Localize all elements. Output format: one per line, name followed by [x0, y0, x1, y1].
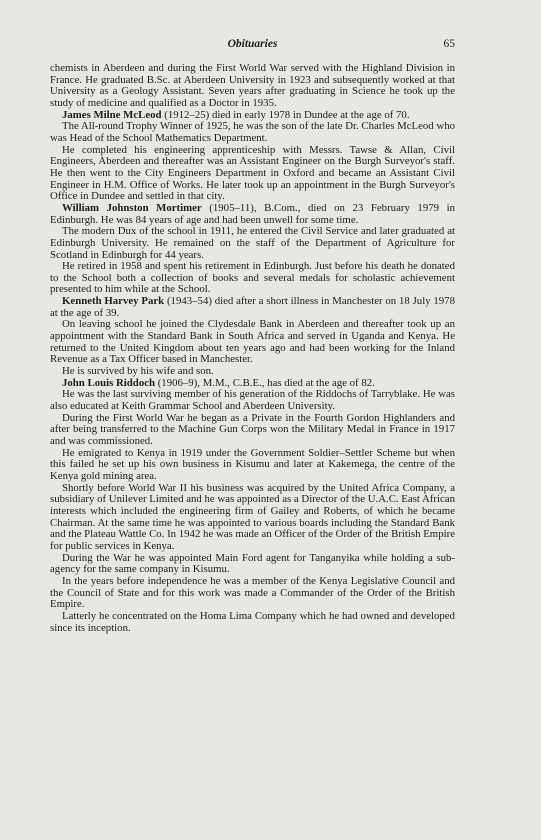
paragraph: Latterly he concentrated on the Homa Lima Company which he had owned and developed since its inception. — [50, 609, 455, 634]
paragraph: Shortly before World War II his business was acquired by the United Africa Company, a subsidiary of Unilever Limited and he was appointed as a Director of the U.A.C. East African interests which included the engineering firm of Gailey and Roberts, of which he became Chairman. At the same time he was appointed to various boards including the Standard Bank and the Plateau Wattle Co. In 1942 he was made an Officer of the Order of the British Empire for public services in Kenya. — [50, 481, 455, 552]
paragraph: He completed his engineering apprenticeship with Messrs. Tawse & Allan, Civil Engineers, Aberdeen and thereafter was an Assistant Engineer on the Burgh Surveyor's staff. He then went to the City Engineers Department in Oxford and became an Assistant Civil Engineer in H.M. Office of Works. He later took up an appointment in the Burgh Surveyor's Office in Dundee and settled in that city. — [50, 143, 455, 203]
paragraph: He is survived by his wife and son. — [62, 365, 214, 378]
person-name: James Milne McLeod — [62, 108, 162, 121]
paragraph: He retired in 1958 and spent his retirement in Edinburgh. Just before his death he donated to the School both a collection of books and several medals for scholastic achievement presented to him while at the School. — [50, 260, 455, 296]
paragraph: The modern Dux of the school in 1911, he entered the Civil Service and later graduated at Edinburgh University. He remained on the staff of the Department of Agriculture for Scotland in Edinburgh for 44 years. — [50, 225, 455, 261]
page-header — [50, 38, 455, 54]
person-name: Kenneth Harvey Park — [62, 295, 165, 308]
obituary-entry: John Louis Riddoch (1906–9), M.M., C.B.E., has died at the age of 82. — [62, 376, 375, 389]
obituaries-text — [50, 63, 455, 634]
obituary-entry: William Johnston Mortimer (1905–11), B.Com., died on 23 February 1979 in Edinburgh. He was 84 years of age and had been unwell for some time. — [50, 201, 455, 226]
paragraph: The All-round Trophy Winner of 1925, he was the son of the late Dr. Charles McLeod who was Head of the School Mathematics Department. — [50, 120, 455, 144]
paragraph: During the First World War he began as a Private in the Fourth Gordon Highlanders and after being transferred to the Machine Gun Corps won the Military Medal in France in 1917 and was commissioned. — [50, 411, 455, 447]
running-head: Obituaries — [227, 38, 278, 50]
paragraph: During the War he was appointed Main Ford agent for Tanganyika while holding a sub-agency for the same company in Kisumu. — [50, 551, 455, 576]
obituary-entry: James Milne McLeod (1912–25) died in early 1978 in Dundee at the age of 70. — [62, 108, 410, 121]
paragraph: He was the last surviving member of his generation of the Riddochs of Tarryblake. He was also educated at Keith Grammar School and Aberdeen University. — [50, 388, 455, 413]
page-number: 65 — [443, 38, 455, 50]
obituary-entry: Kenneth Harvey Park (1943–54) died after a short illness in Manchester on 18 July 1978 at the age of 39. — [50, 295, 455, 319]
paragraph: In the years before independence he was a member of the Kenya Legislative Council and the Council of State and for this work was made a Commander of the Order of the British Empire. — [50, 574, 455, 611]
person-name: John Louis Riddoch — [62, 376, 156, 389]
paragraph: On leaving school he joined the Clydesdale Bank in Aberdeen and thereafter took up an appointment with the Standard Bank in South Africa and served in Uganda and Kenya. He returned to the United Kingdom about ten years ago and had been working for the Inland Revenue as a Tax Officer based in Manchester. — [50, 318, 455, 366]
paragraph: He emigrated to Kenya in 1919 under the Government Soldier–Settler Scheme but when this failed he set up his own business in Kisumu and later at Kakemega, the centre of the Kenya gold mining area. — [50, 446, 455, 482]
paragraph: chemists in Aberdeen and during the First World War served with the Highland Division in France. He graduated B.Sc. at Aberdeen University in 1923 and subsequently worked at that University as a Geology Assistant. Seven years after graduating in Science he took up the study of medicine and qualified as a Doctor in 1935. — [50, 62, 455, 109]
person-name: William Johnston Mortimer — [62, 201, 202, 214]
